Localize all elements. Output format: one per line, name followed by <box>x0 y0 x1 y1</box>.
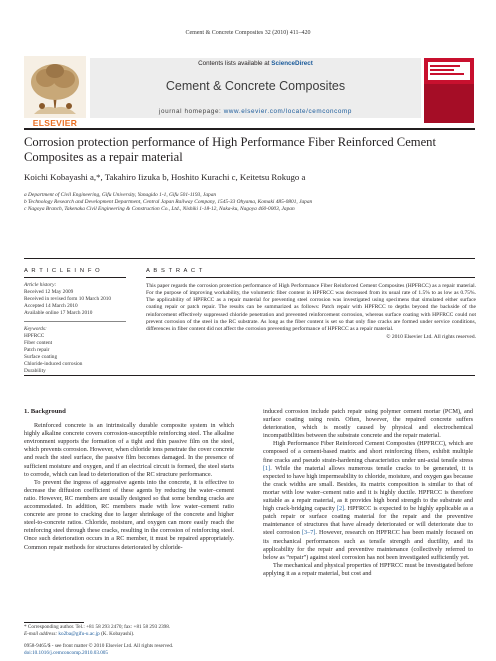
header-rule <box>24 128 475 130</box>
doi-link[interactable]: doi:10.1016/j.cemconcomp.2010.03.005 <box>24 649 108 656</box>
article-history <box>24 282 126 317</box>
issn-line: 0958-9465/$ - see front matter © 2010 Elsevier Ltd. All rights reserved. <box>24 643 174 649</box>
email-link[interactable]: ko2ba@gifu-u.ac.jp <box>58 630 100 637</box>
paragraph: To prevent the ingress of aggressive agents into the concrete, it is effective to decrease the diffusion coefficient of these agents by reducing the water–cement ratio. However, RC members are usually designed so that some bending cracks are accommodated. In addition, RC members made with low water–cement ratio concrete are prone to cracking due to larger shrinkage of the concrete and higher steel-to-concrete ratios. Chloride, moisture, and oxygen can more easily reach the reinforcing steel through these cracks, resulting in the corrosion of reinforcing steel. Once such deterioration occurs in a RC member, it must be repaired appropriately. Common repair methods for structures deteriorated by chloride- <box>24 478 234 551</box>
keyword-item: Surface coating <box>24 354 58 360</box>
citation-link[interactable]: [1] <box>263 464 271 472</box>
paragraph: Reinforced concrete is an intrinsically durable composite system in which highly alkaline concrete covers corrosion-susceptible reinforcing steel. The alkaline environment supports the formation of a tight and thin passive film on the steel, which prevents corrosion. However, when chloride ions penetrate the cover concrete and reach the steel surface, the passive film becomes damaged. In the presence of sufficient moisture and oxygen, and if an electrical circuit is formed, the steel starts to corrode, which can lead to deterioration of the RC structure performance. <box>24 422 234 478</box>
keyword-item: HPFRCC <box>24 333 45 339</box>
cover-band <box>424 84 474 123</box>
keywords-label: Keywords: <box>24 326 47 332</box>
history-received: Received 12 May 2009 <box>24 289 74 295</box>
article-info-heading: A R T I C L E I N F O <box>24 268 101 274</box>
contents-prefix: Contents lists available at <box>198 60 270 67</box>
issn-block <box>24 643 254 657</box>
history-online: Available online 17 March 2010 <box>24 310 93 316</box>
journal-cover-image <box>424 58 474 123</box>
homepage-prefix: journal homepage: <box>159 108 222 115</box>
abstract-rule <box>146 277 475 278</box>
article-info-rule <box>24 277 126 278</box>
keyword-item: Patch repair <box>24 347 50 353</box>
keyword-item: Chloride-induced corrosion <box>24 361 83 367</box>
abstract-body <box>146 283 476 341</box>
footnote-block <box>24 624 254 638</box>
divider-bottom <box>24 375 475 376</box>
body-left-column <box>24 408 234 552</box>
abstract-copyright: © 2010 Elsevier Ltd. All rights reserved. <box>386 334 476 341</box>
paragraph <box>263 440 473 561</box>
cover-title-panel <box>428 62 470 80</box>
text: . While the material allows numerous tensile cracks to be generated, it is expected to have high impermeability to chloride, moisture, and oxygen gas because the crack widths are small. Besides, its matrix composition is similar to that of mortar with low water–cement ratio and it is highly ductile. HPFRCC is therefore suitable as a repair material, as it provides high bond strength to the substrate and high crack-bridging capacity <box>263 464 473 513</box>
body-right-column <box>263 408 473 578</box>
paragraph: The mechanical and physical properties of HPFRCC must be investigated before applying it as a repair material, but cost and <box>263 561 474 577</box>
footnote-rule <box>24 622 84 623</box>
history-accepted: Accepted 14 March 2010 <box>24 303 78 309</box>
affiliation-c: c Nagoya Branch, Takenaka Civil Engineering & Construction Co., Ltd., Nishiki 1-18-12, Naka-ku, Nagoya 460-0003, Japan <box>24 206 295 212</box>
citation-link[interactable]: [2] <box>336 505 345 513</box>
abstract-text: This paper regards the corrosion protection performance of High Performance Fiber Reinforced Cement Composites (HPFRCC) as a repair material. For the purpose of improving workability, the volumetric fiber content in HPFRCC was decreased from its usual rate of 1.5% to as low as 0.75%. The applicability of HPFRCC as a repair material for preventing steel corrosion was investigated using specimens that simulated either surface coating repair or patch repair. The results can be summarized as follows: Patch repair with HPFRCC to depths beyond the backside of the reinforcement effectively suppressed chloride penetration and prevented reinforcement corrosion, whereas surface coating with HPFRCC could not prevent corrosion of the steel in the RC substrate. As long as the fiber content is set so that only fine cracks are formed under service conditions, differences in fiber content did not affect the corrosion preventing performance of HPFRCC as a repair material. <box>146 283 476 332</box>
cover-title-art <box>428 62 470 80</box>
affiliation-a: a Department of Civil Engineering, Gifu University, Yanagido 1-1, Gifu 501-1193, Japan <box>24 192 217 198</box>
abstract-heading: A B S T R A C T <box>146 268 204 274</box>
keyword-item: Fiber content <box>24 340 53 346</box>
email-label: E-mail address: <box>24 630 58 637</box>
text: High Performance Fiber Reinforced Cement Composites (HPFRCC), which are composed of a cement-based matrix and short reinforcing fibers, exhibit multiple fine cracks and pseudo strain-hardening characteristics under uni-axial tensile stress <box>263 440 473 464</box>
corresponding-author: * Corresponding author. Tel.: +81 58 293 2470; fax: +81 58 293 2398. <box>24 624 171 630</box>
email-suffix: (K. Kobayashi). <box>101 630 135 637</box>
journal-title: Cement & Concrete Composites <box>165 79 346 93</box>
journal-homepage <box>90 108 421 115</box>
paragraph: induced corrosion include patch repair using polymer cement mortar (PCM), and surface coating using resin. Often, however, the repaired concrete suffers deterioration, which is mostly caused by physical and electrochemical incompatibilities between the substrate concrete and the repair material. <box>263 408 473 440</box>
article-authors: Koichi Kobayashi a,*, Takahiro Iizuka b, Hoshito Kurachi c, Keitetsu Rokugo a <box>24 172 306 182</box>
history-revised: Received in revised form 10 March 2010 <box>24 296 112 302</box>
text: . HPFRCC is expected to be highly applicable as a patch repair or surface coating material for the repair and the preventive maintenance of structures that have already deteriorated or will deteriorate due to steel corrosion <box>263 505 473 537</box>
affiliation-b: b Technology Research and Development Department, Central Japan Railway Company, 1545-33 Ohyama, Komaki 485-0801, Japan <box>24 199 313 205</box>
contents-line <box>90 60 421 67</box>
keyword-item: Durability <box>24 368 46 374</box>
history-label: Article history: <box>24 282 57 288</box>
email-line <box>24 631 254 638</box>
section-heading: 1. Background <box>24 408 66 415</box>
elsevier-wordmark: ELSEVIER <box>32 118 78 128</box>
elsevier-tree-logo <box>24 56 86 118</box>
sciencedirect-link[interactable]: ScienceDirect <box>271 60 313 67</box>
citation-link[interactable]: [3–7] <box>301 529 316 537</box>
article-title: Corrosion protection performance of High Performance Fiber Reinforced Cement Composites as a repair material <box>24 135 436 164</box>
homepage-link[interactable]: www.elsevier.com/locate/cemconcomp <box>223 108 352 115</box>
text: . However, research on HPFRCC has been mainly focused on its mechanical performances such as tensile strength and ductility, and its applicability for the repair and preventive maintenance (collectively referred to below as “repair”) against steel corrosion has not been investigated sufficiently yet. <box>263 529 474 561</box>
divider-top <box>24 258 475 259</box>
journal-citation: Cement & Concrete Composites 32 (2010) 411–420 <box>185 30 311 36</box>
keywords-block <box>24 326 126 375</box>
